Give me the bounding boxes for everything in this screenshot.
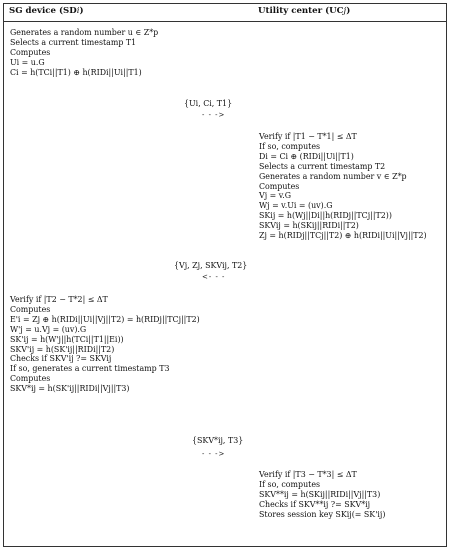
table-header <box>4 4 446 22</box>
sd-step2: Verify if |T2 − T*2| ≤ ΔT Computes E'i = Zj ⊕ h(RIDi||Ui||Vj||T2) = h(RIDj||TCj||T2) W'j = u.Vj = (uv).G SK'ij = h(W'j||h(TCi||T1||Ei)) SKV'ij = h(SK'ij||RIDi||T2) Checks if SKV'ij ?= SKVij If so, generates a current timestamp T3 Computes SKV*ij = h(SK'ij||RIDi||Vj||T3) <box>10 295 200 394</box>
message-2: {Vj, Zj, SKVij, T2} <box>174 261 248 270</box>
protocol-table <box>3 3 447 547</box>
arrow-left-icon: <- - - <box>202 273 226 281</box>
uc-step1: Verify if |T1 − T*1| ≤ ΔT If so, computes Di = Ci ⊕ (RIDi||Ui||T1) Selects a current timestamp T2 Generates a random number v ∈ Z*p Computes Vj = v.G Wj = v.Ui = (uv).G SKij = h(Wj||Di||h(RIDj||TCj||T2)) SKVij = h(SKij||RIDi||T2) Zj = h(RIDj||TCj||T2) ⊕ h(RIDi||Ui||Vj||T2) <box>259 132 427 241</box>
message-1: {Ui, Ci, T1} <box>184 99 233 108</box>
utility-center-header: Utility center (UCj) <box>258 6 351 16</box>
sd-step1: Generates a random number u ∈ Z*p Selects a current timestamp T1 Computes Ui = u.G Ci = h(TCi||T1) ⊕ h(RIDi||Ui||T1) <box>10 28 159 77</box>
message-3: {SKV*ij, T3} <box>192 436 244 445</box>
sg-device-header: SG device (SDi) <box>9 6 84 16</box>
uc-step2: Verify if |T3 − T*3| ≤ ΔT If so, computes SKV**ij = h(SKij||RIDi||Vj||T3) Checks if SKV**ij ?= SKV*ij Stores session key SKij(= SK'ij) <box>259 470 386 519</box>
arrow-right-icon: - - -> <box>202 111 226 119</box>
arrow-right-icon: - - -> <box>202 450 226 458</box>
